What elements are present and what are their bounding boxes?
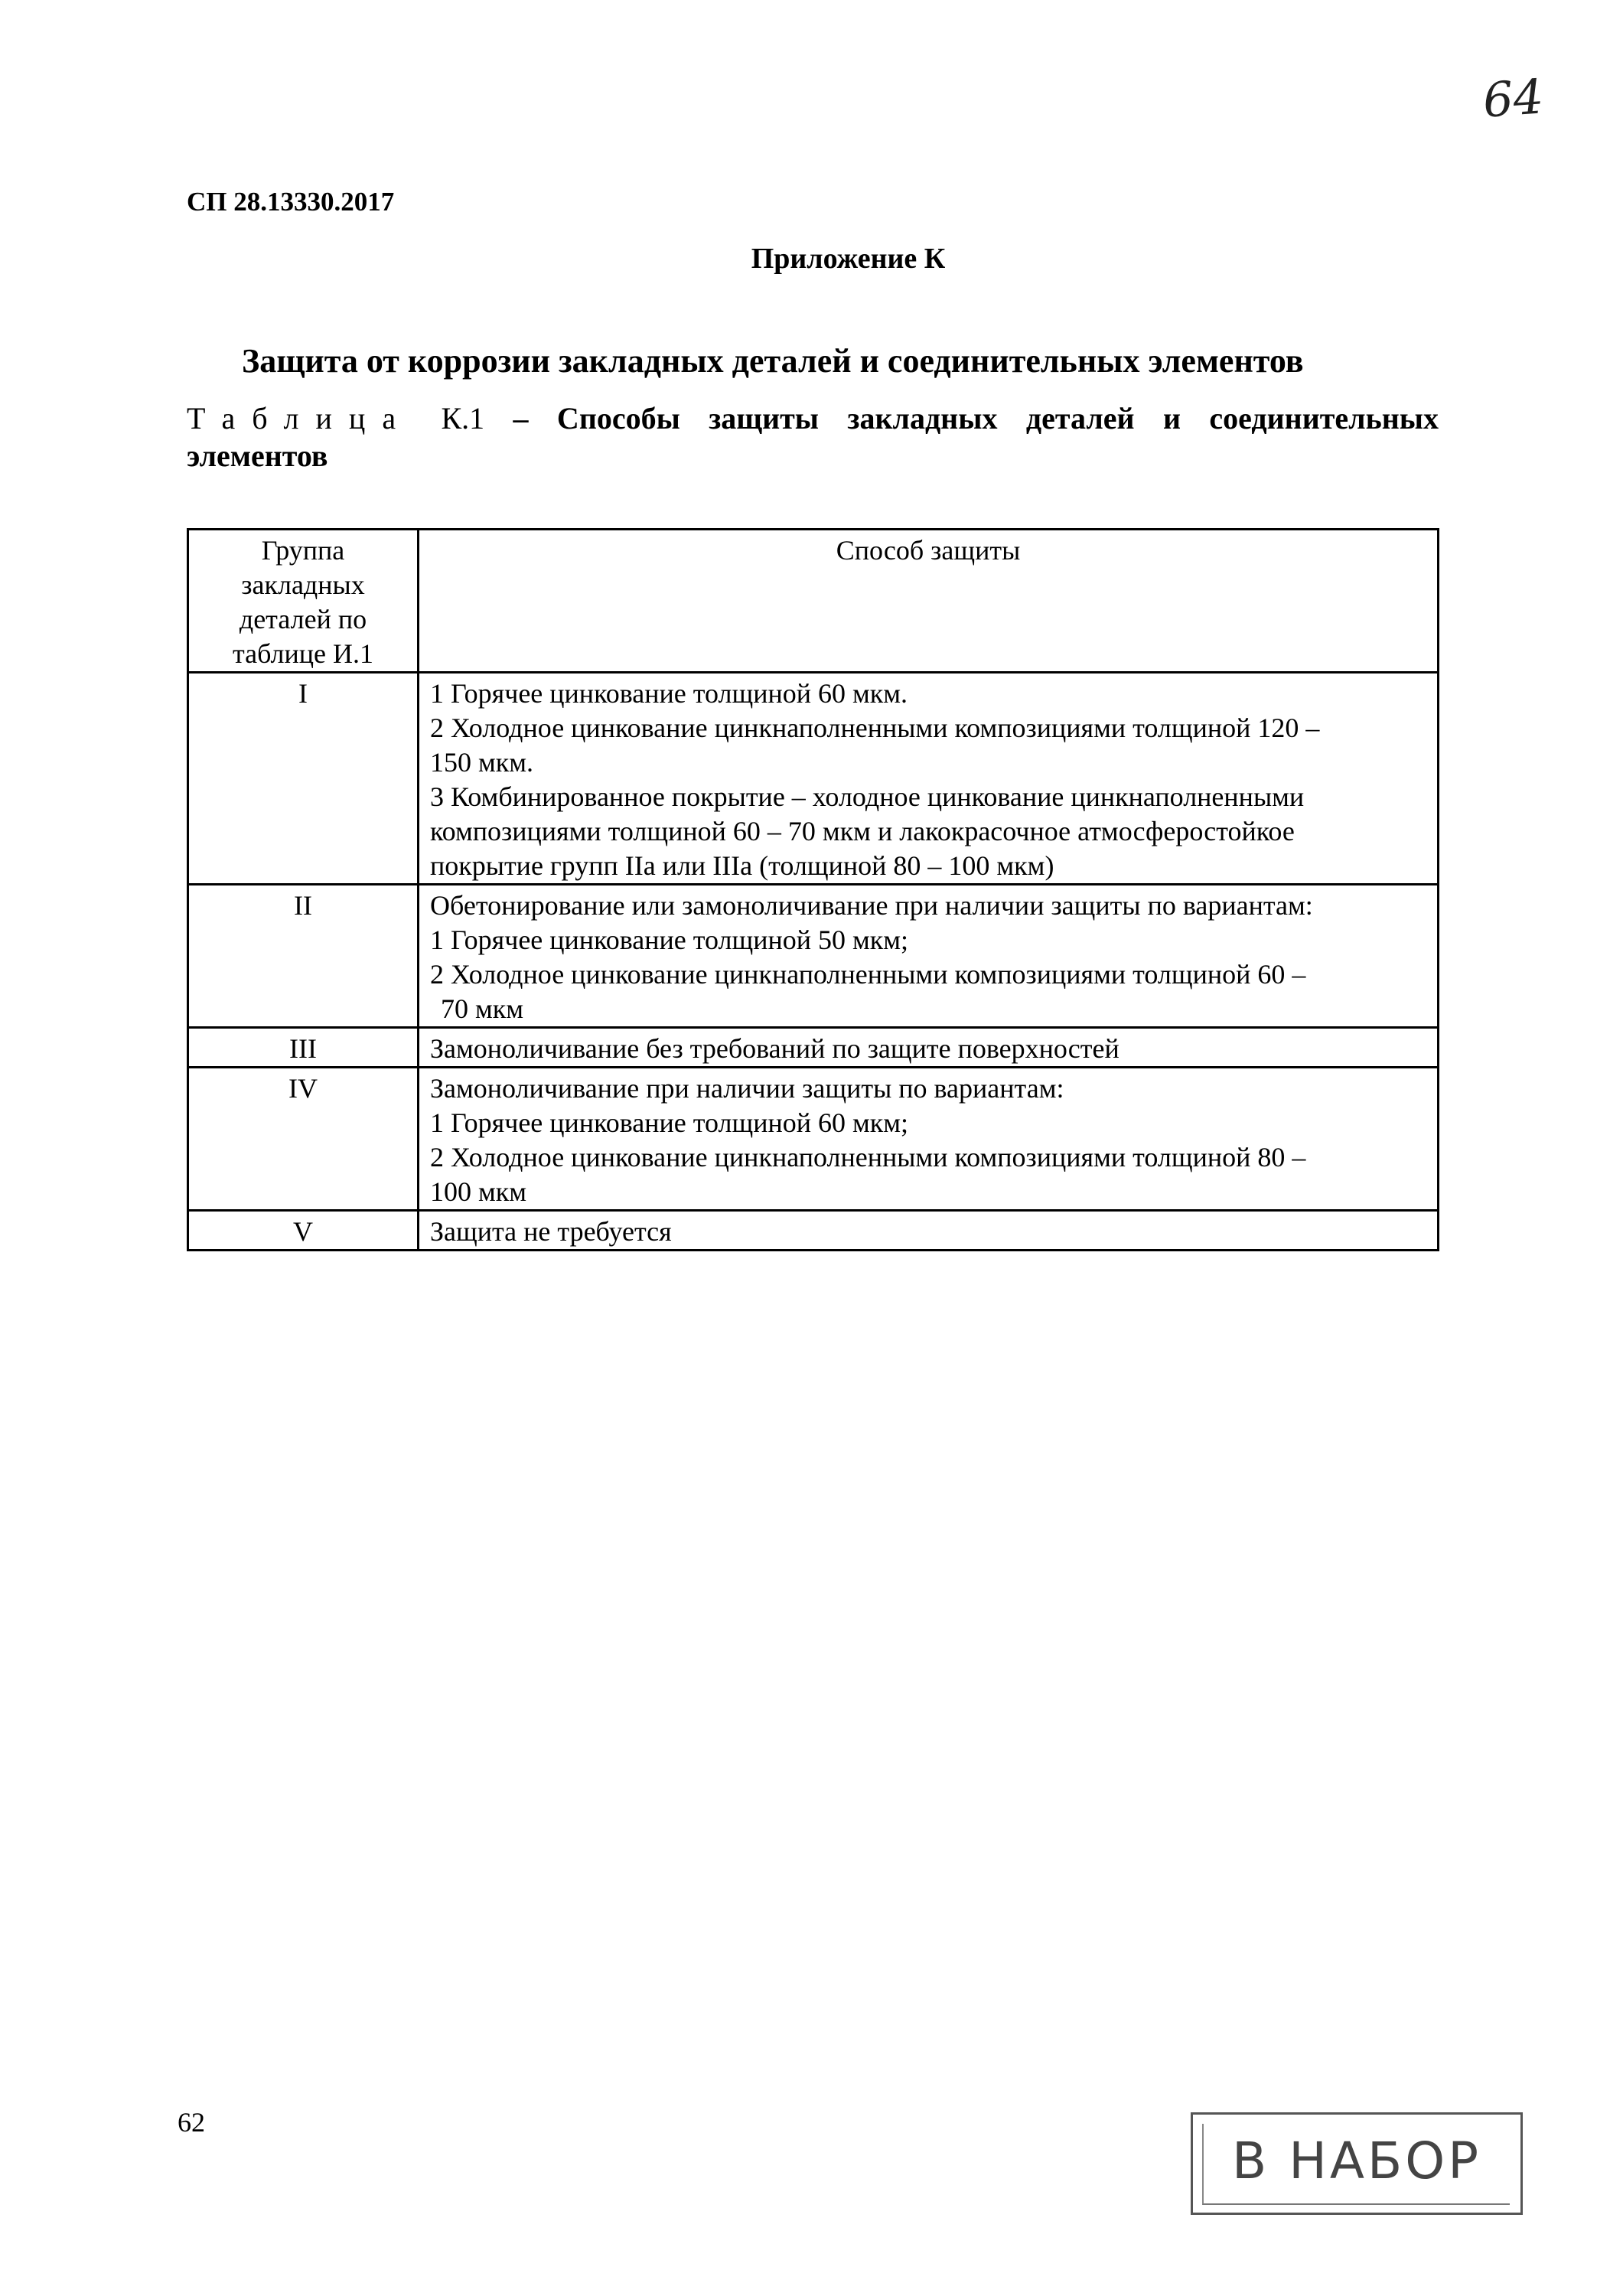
method-line: 1 Горячее цинкование толщиной 50 мкм; (430, 925, 909, 955)
method-cell (419, 1211, 1439, 1251)
stamp-text: В НАБОР (1231, 2131, 1482, 2190)
table-caption-label: Таблица (187, 401, 413, 435)
page-number: 62 (178, 2107, 205, 2138)
document-code: СП 28.13330.2017 (187, 187, 395, 217)
appendix-heading (0, 242, 1623, 276)
table-caption (187, 400, 1439, 438)
table-row (188, 885, 1439, 1028)
header-group (188, 530, 419, 673)
group-cell: V (188, 1211, 419, 1251)
table-row (188, 1211, 1439, 1251)
table-header-row (188, 530, 1439, 673)
handwritten-page-number: 64 (1481, 68, 1546, 129)
stamp (1191, 2112, 1523, 2215)
page-title: Защита от коррозии закладных деталей и соединительных элементов (242, 342, 1304, 380)
method-line: покрытие групп IIа или IIIа (толщиной 80 – 100 мкм) (430, 850, 1054, 881)
method-line: композициями толщиной 60 – 70 мкм и лакокрасочное атмосферостойкое (430, 816, 1295, 846)
header-group-line: таблице И.1 (232, 638, 374, 669)
group-cell: III (188, 1028, 419, 1068)
method-line: Защита не требуется (430, 1216, 672, 1247)
table-caption-text: – Способы защиты закладных деталей и соединительных (513, 401, 1439, 435)
method-line: 3 Комбинированное покрытие – холодное цинкование цинкнаполненными (430, 781, 1305, 812)
table-caption-continuation: элементов (187, 439, 328, 473)
method-line: 100 мкм (430, 1176, 527, 1207)
method-line: 150 мкм. (430, 747, 534, 778)
group-cell: IV (188, 1068, 419, 1211)
header-group-line: закладных (241, 569, 365, 600)
method-line: 1 Горячее цинкование толщиной 60 мкм; (430, 1107, 909, 1138)
appendix-heading-text: Приложение К (751, 243, 946, 275)
group-cell: I (188, 673, 419, 885)
method-line: Замоноличивание при наличии защиты по вариантам: (430, 1073, 1064, 1104)
table-row (188, 1068, 1439, 1211)
method-line: 2 Холодное цинкование цинкнаполненными композициями толщиной 60 – (430, 959, 1306, 990)
method-cell (419, 673, 1439, 885)
table-row (188, 1028, 1439, 1068)
header-method: Способ защиты (419, 530, 1439, 673)
method-line: 70 мкм (441, 993, 524, 1024)
protection-table (187, 528, 1439, 1251)
group-cell: II (188, 885, 419, 1028)
method-line: Обетонирование или замоноличивание при наличии защиты по вариантам: (430, 890, 1313, 921)
header-group-line: деталей по (239, 604, 367, 634)
method-line: Замоноличивание без требований по защите поверхностей (430, 1033, 1119, 1064)
method-cell (419, 1028, 1439, 1068)
table-row (188, 673, 1439, 885)
table-caption-number: К.1 (441, 401, 485, 435)
header-group-line: Группа (261, 535, 345, 566)
method-cell (419, 885, 1439, 1028)
method-line: 2 Холодное цинкование цинкнаполненными композициями толщиной 120 – (430, 713, 1320, 743)
method-cell (419, 1068, 1439, 1211)
method-line: 2 Холодное цинкование цинкнаполненными композициями толщиной 80 – (430, 1142, 1306, 1172)
method-line: 1 Горячее цинкование толщиной 60 мкм. (430, 678, 908, 709)
